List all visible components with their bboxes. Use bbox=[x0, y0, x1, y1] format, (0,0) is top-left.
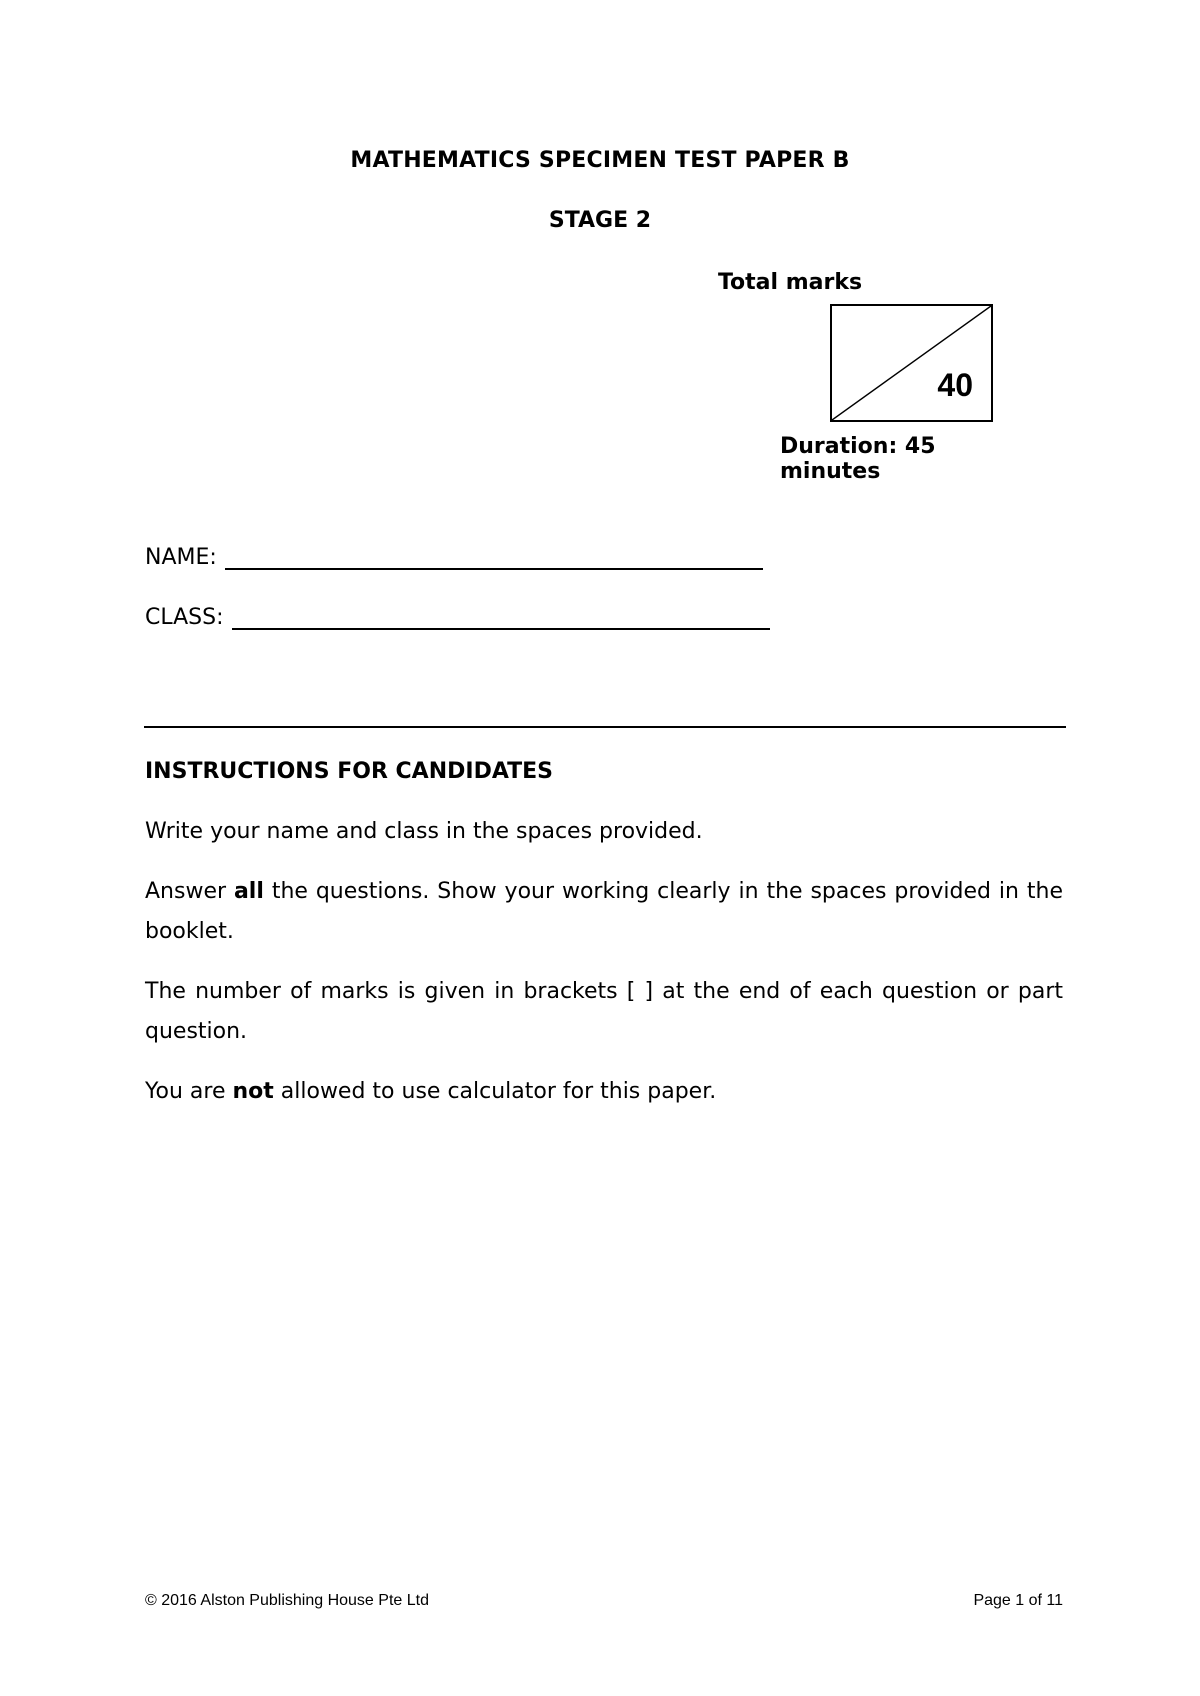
instruction-4-emphasis: not bbox=[232, 1079, 274, 1104]
instruction-4-text-b: allowed to use calculator for this paper. bbox=[273, 1079, 717, 1104]
total-marks-value: 40 bbox=[937, 367, 973, 403]
copyright-notice: © 2016 Alston Publishing House Pte Ltd bbox=[145, 1592, 429, 1609]
page-number: Page 1 of 11 bbox=[973, 1592, 1063, 1609]
instructions-section bbox=[145, 752, 1063, 1132]
page-footer bbox=[145, 1592, 1063, 1610]
stage-label: STAGE 2 bbox=[548, 208, 652, 233]
total-marks-box bbox=[830, 304, 993, 422]
instruction-2-text-a: Answer bbox=[145, 879, 234, 904]
instruction-3: The number of marks is given in brackets [ ] at the end of each question or part question. bbox=[145, 979, 1063, 1044]
class-label: CLASS: bbox=[145, 605, 224, 630]
total-marks-block bbox=[717, 270, 1060, 484]
instruction-2-text-b: the questions. Show your working clearly in the spaces provided in the booklet. bbox=[145, 879, 1063, 944]
total-marks-label: Total marks bbox=[717, 270, 863, 295]
instruction-2 bbox=[145, 872, 1063, 952]
instruction-4 bbox=[145, 1072, 1063, 1112]
name-input-line[interactable] bbox=[225, 546, 763, 570]
section-divider bbox=[144, 726, 1066, 728]
duration-label: Duration: 45 minutes bbox=[780, 434, 936, 484]
class-input-line[interactable] bbox=[232, 606, 770, 630]
instruction-2-emphasis: all bbox=[233, 879, 264, 904]
class-field bbox=[145, 605, 770, 630]
instruction-4-text-a: You are bbox=[145, 1079, 233, 1104]
paper-title: MATHEMATICS SPECIMEN TEST PAPER B bbox=[350, 148, 850, 173]
instruction-1: Write your name and class in the spaces provided. bbox=[145, 819, 703, 844]
instructions-heading: INSTRUCTIONS FOR CANDIDATES bbox=[145, 759, 554, 784]
name-label: NAME: bbox=[145, 545, 217, 570]
name-field bbox=[145, 545, 763, 570]
